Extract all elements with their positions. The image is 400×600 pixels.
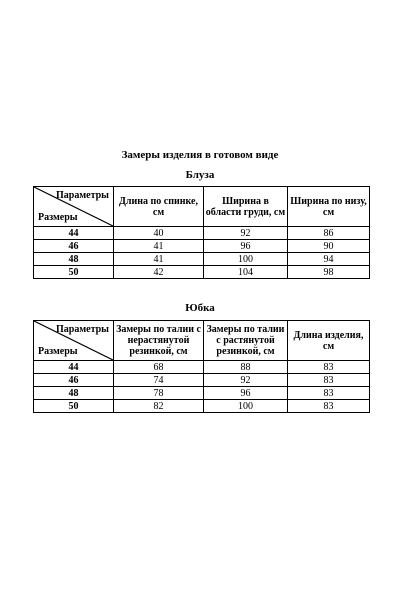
value-cell: 92 [204, 374, 288, 387]
size-label: Размеры [38, 212, 78, 223]
value-cell: 83 [288, 387, 370, 400]
value-cell: 83 [288, 400, 370, 413]
size-cell: 46 [34, 240, 114, 253]
value-cell: 86 [288, 227, 370, 240]
size-cell: 50 [34, 400, 114, 413]
blouse-size-table [33, 186, 370, 279]
blouse-corner-header [34, 187, 114, 227]
table-row [34, 266, 370, 279]
value-cell: 41 [114, 253, 204, 266]
blouse-header-back-length: Длина по спинке, см [114, 187, 204, 227]
size-cell: 48 [34, 253, 114, 266]
value-cell: 41 [114, 240, 204, 253]
value-cell: 78 [114, 387, 204, 400]
value-cell: 83 [288, 374, 370, 387]
param-label: Параметры [56, 190, 109, 201]
value-cell: 94 [288, 253, 370, 266]
value-cell: 96 [204, 387, 288, 400]
size-label: Размеры [38, 346, 78, 357]
value-cell: 100 [204, 400, 288, 413]
value-cell: 98 [288, 266, 370, 279]
value-cell: 96 [204, 240, 288, 253]
value-cell: 104 [204, 266, 288, 279]
page-title: Замеры изделия в готовом виде [121, 149, 279, 161]
skirt-title: Юбка [185, 302, 215, 314]
skirt-header-waist-stretched: Замеры по талии с растянутой резинкой, см [204, 321, 288, 361]
value-cell: 83 [288, 361, 370, 374]
value-cell: 82 [114, 400, 204, 413]
value-cell: 100 [204, 253, 288, 266]
blouse-header-chest-width: Ширина в области груди, см [204, 187, 288, 227]
blouse-header-hem-width: Ширина по низу, см [288, 187, 370, 227]
param-label: Параметры [56, 324, 109, 335]
table-row [34, 387, 370, 400]
table-row [34, 400, 370, 413]
value-cell: 90 [288, 240, 370, 253]
value-cell: 88 [204, 361, 288, 374]
value-cell: 92 [204, 227, 288, 240]
skirt-header-waist-unstretched: Замеры по талии с нерастянутой резинкой, см [114, 321, 204, 361]
skirt-header-length: Длина изделия, см [288, 321, 370, 361]
size-cell: 44 [34, 227, 114, 240]
table-row [34, 374, 370, 387]
skirt-size-table [33, 320, 370, 413]
value-cell: 68 [114, 361, 204, 374]
table-row [34, 253, 370, 266]
size-cell: 44 [34, 361, 114, 374]
value-cell: 74 [114, 374, 204, 387]
table-row [34, 240, 370, 253]
table-row [34, 227, 370, 240]
blouse-title: Блуза [185, 169, 215, 181]
size-cell: 48 [34, 387, 114, 400]
table-row [34, 361, 370, 374]
skirt-corner-header [34, 321, 114, 361]
size-cell: 46 [34, 374, 114, 387]
value-cell: 40 [114, 227, 204, 240]
size-cell: 50 [34, 266, 114, 279]
value-cell: 42 [114, 266, 204, 279]
